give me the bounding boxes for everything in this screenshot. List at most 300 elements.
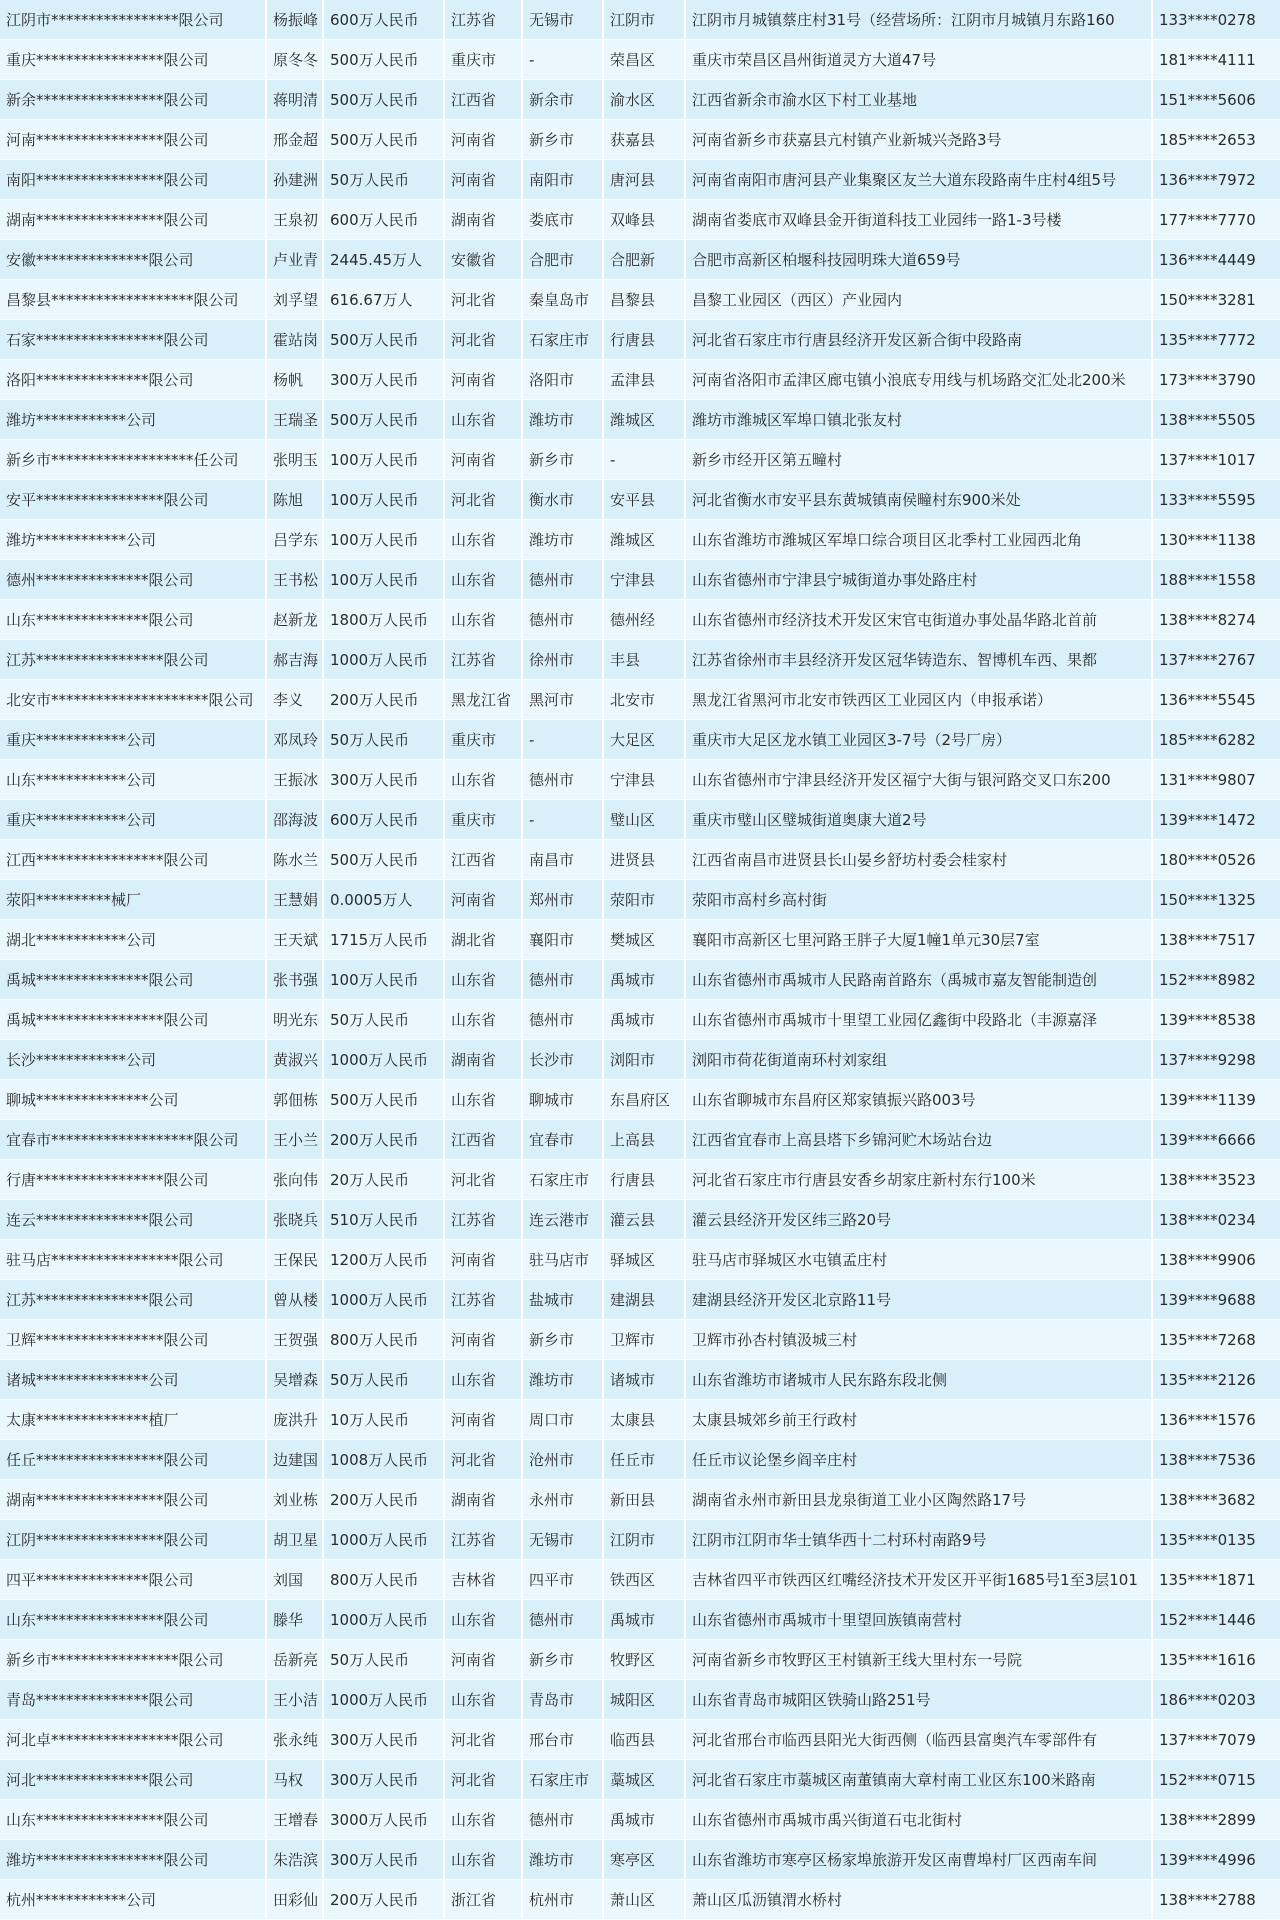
cell-city: 沧州市 [523,1440,604,1480]
table-row [0,120,1280,160]
cell-registered-capital: 1200万人民币 [324,1240,445,1280]
cell-city: 潍坊市 [523,520,604,560]
cell-phone: 173****3790 [1159,371,1256,389]
cell-address: 襄阳市高新区七里河路王胖子大厦1幢1单元30层7室 [686,920,1153,960]
cell-district: 德州经 [604,600,686,640]
cell-registered-capital: 100万人民币 [324,440,445,480]
cell-company-name: 湖南*****************限公司 [0,1480,267,1520]
cell-registered-capital: 1000万人民币 [324,640,445,680]
cell-legal-rep: 蒋明清 [267,80,324,120]
cell-city: 四平市 [523,1560,604,1600]
cell-phone: 135****7772 [1159,331,1256,349]
cell-district: 北安市 [604,680,686,720]
table-row [0,480,1280,520]
table-row [0,1320,1280,1360]
cell-legal-rep: 张晓兵 [267,1200,324,1240]
table-row [0,520,1280,560]
cell-company-name: 洛阳***************限公司 [0,360,267,400]
cell-registered-capital: 300万人民币 [324,1840,445,1880]
cell-company-name: 新乡市*******************任公司 [0,440,267,480]
cell-registered-capital: 500万人民币 [324,80,445,120]
cell-city: 长沙市 [523,1040,604,1080]
cell-province: 河南省 [445,1400,523,1440]
cell-company-name: 山东***************限公司 [0,600,267,640]
cell-phone: 138****5505 [1159,411,1256,429]
cell-phone: 138****0234 [1159,1211,1256,1229]
cell-phone: 137****7079 [1159,1731,1256,1749]
cell-province: 江西省 [445,80,523,120]
cell-phone: 139****8538 [1159,1011,1256,1029]
cell-registered-capital: 500万人民币 [324,120,445,160]
cell-phone: 139****1139 [1159,1091,1256,1109]
cell-legal-rep: 郝吉海 [267,640,324,680]
cell-address: 卫辉市孙杏村镇汲城三村 [686,1320,1153,1360]
cell-legal-rep: 王天斌 [267,920,324,960]
table-row [0,1240,1280,1280]
cell-company-name: 安平*****************限公司 [0,480,267,520]
cell-company-name: 新乡市*****************限公司 [0,1640,267,1680]
cell-legal-rep: 田彩仙 [267,1880,324,1920]
cell-city: 石家庄市 [523,320,604,360]
cell-phone: 136****4449 [1159,251,1256,269]
cell-district: 江阴市 [604,1520,686,1560]
cell-city: 新乡市 [523,440,604,480]
cell-city: - [523,720,604,760]
cell-city: 新乡市 [523,1320,604,1360]
cell-legal-rep: 王贺强 [267,1320,324,1360]
cell-district: 荥阳市 [604,880,686,920]
cell-legal-rep: 邵海波 [267,800,324,840]
table-row [0,0,1280,40]
cell-city: 连云港市 [523,1200,604,1240]
table-row [0,1480,1280,1520]
cell-phone: 139****1472 [1159,811,1256,829]
cell-company-name: 杭州************公司 [0,1880,267,1920]
cell-city: 石家庄市 [523,1160,604,1200]
cell-city: 德州市 [523,960,604,1000]
cell-phone: 138****3523 [1159,1171,1256,1189]
cell-phone: 150****1325 [1159,891,1256,909]
cell-city: 德州市 [523,600,604,640]
cell-province: 河北省 [445,480,523,520]
cell-address: 山东省潍坊市诸城市人民东路东段北侧 [686,1360,1153,1400]
cell-province: 山东省 [445,1000,523,1040]
table-row [0,880,1280,920]
cell-city: 德州市 [523,1800,604,1840]
table-row [0,760,1280,800]
cell-phone: 138****8274 [1159,611,1256,629]
cell-address: 山东省青岛市城阳区铁骑山路251号 [686,1680,1153,1720]
cell-company-name: 河南*****************限公司 [0,120,267,160]
cell-address: 山东省德州市宁津县宁城街道办事处路庄村 [686,560,1153,600]
cell-address: 江西省宜春市上高县塔下乡锦河贮木场站台边 [686,1120,1153,1160]
cell-district: 萧山区 [604,1880,686,1920]
cell-district: 璧山区 [604,800,686,840]
cell-legal-rep: 陈旭 [267,480,324,520]
cell-address: 吉林省四平市铁西区红嘴经济技术开发区开平街1685号1至3层101 [686,1560,1153,1600]
cell-province: 河南省 [445,440,523,480]
cell-city: 南昌市 [523,840,604,880]
cell-city: 洛阳市 [523,360,604,400]
cell-legal-rep: 陈水兰 [267,840,324,880]
cell-company-name: 石家*****************限公司 [0,320,267,360]
cell-company-name: 北安市*********************限公司 [0,680,267,720]
cell-legal-rep: 边建国 [267,1440,324,1480]
cell-district: 荣昌区 [604,40,686,80]
cell-legal-rep: 张向伟 [267,1160,324,1200]
cell-province: 河南省 [445,1320,523,1360]
table-row [0,1400,1280,1440]
cell-city: 新乡市 [523,120,604,160]
cell-province: 山东省 [445,560,523,600]
cell-city: 周口市 [523,1400,604,1440]
cell-district: 安平县 [604,480,686,520]
cell-registered-capital: 800万人民币 [324,1560,445,1600]
cell-address: 山东省聊城市东昌府区郑家镇振兴路003号 [686,1080,1153,1120]
cell-address: 河北省衡水市安平县东黄城镇南侯疃村东900米处 [686,480,1153,520]
table-row [0,1280,1280,1320]
cell-phone: 137****2767 [1159,651,1256,669]
cell-city: - [523,800,604,840]
cell-address: 江阴市江阴市华士镇华西十二村环村南路9号 [686,1520,1153,1560]
cell-registered-capital: 600万人民币 [324,800,445,840]
cell-phone: 133****0278 [1159,11,1256,29]
cell-phone: 180****0526 [1159,851,1256,869]
cell-address: 山东省德州市禹城市人民路南首路东（禹城市嘉友智能制造创 [686,960,1153,1000]
cell-district: 宁津县 [604,560,686,600]
cell-legal-rep: 王泉初 [267,200,324,240]
cell-province: 河北省 [445,1760,523,1800]
cell-registered-capital: 300万人民币 [324,1720,445,1760]
cell-legal-rep: 吴增森 [267,1360,324,1400]
cell-city: 襄阳市 [523,920,604,960]
table-row [0,680,1280,720]
cell-address: 河北省石家庄市行唐县安香乡胡家庄新村东行100米 [686,1160,1153,1200]
table-row [0,360,1280,400]
cell-district: 丰县 [604,640,686,680]
cell-address: 建湖县经济开发区北京路11号 [686,1280,1153,1320]
cell-registered-capital: 500万人民币 [324,400,445,440]
cell-city: 娄底市 [523,200,604,240]
cell-district: 行唐县 [604,1160,686,1200]
cell-phone: 135****7268 [1159,1331,1256,1349]
cell-phone: 137****1017 [1159,451,1256,469]
cell-registered-capital: 50万人民币 [324,720,445,760]
cell-city: - [523,40,604,80]
cell-province: 江苏省 [445,0,523,40]
cell-province: 江苏省 [445,1520,523,1560]
cell-phone: 185****6282 [1159,731,1256,749]
cell-legal-rep: 张永纯 [267,1720,324,1760]
cell-district: 浏阳市 [604,1040,686,1080]
cell-company-name: 诸城***************公司 [0,1360,267,1400]
cell-province: 山东省 [445,1080,523,1120]
cell-address: 驻马店市驿城区水屯镇孟庄村 [686,1240,1153,1280]
cell-company-name: 江苏*****************限公司 [0,640,267,680]
cell-province: 河南省 [445,1640,523,1680]
table-row [0,1800,1280,1840]
cell-address: 新乡市经开区第五疃村 [686,440,1153,480]
table-row [0,1000,1280,1040]
table-row [0,40,1280,80]
cell-city: 德州市 [523,1000,604,1040]
cell-legal-rep: 邢金超 [267,120,324,160]
cell-phone: 133****5595 [1159,491,1256,509]
cell-phone: 138****9906 [1159,1251,1256,1269]
cell-company-name: 重庆************公司 [0,720,267,760]
cell-legal-rep: 郭佃栋 [267,1080,324,1120]
cell-company-name: 湖南*****************限公司 [0,200,267,240]
cell-province: 黑龙江省 [445,680,523,720]
cell-company-name: 江西*****************限公司 [0,840,267,880]
table-row [0,1160,1280,1200]
cell-district: 行唐县 [604,320,686,360]
cell-legal-rep: 王增春 [267,1800,324,1840]
cell-address: 江阴市月城镇蔡庄村31号（经营场所：江阴市月城镇月东路160 [686,0,1153,40]
cell-province: 河南省 [445,880,523,920]
cell-registered-capital: 200万人民币 [324,680,445,720]
table-row [0,1080,1280,1120]
cell-phone: 188****1558 [1159,571,1256,589]
cell-province: 山东省 [445,600,523,640]
cell-registered-capital: 600万人民币 [324,200,445,240]
cell-legal-rep: 王保民 [267,1240,324,1280]
cell-phone: 152****8982 [1159,971,1256,989]
cell-company-name: 湖北************公司 [0,920,267,960]
cell-phone: 135****0135 [1159,1531,1256,1549]
cell-province: 湖南省 [445,1040,523,1080]
cell-company-name: 江苏***************限公司 [0,1280,267,1320]
table-row [0,440,1280,480]
cell-legal-rep: 邓凤玲 [267,720,324,760]
cell-address: 荥阳市高村乡高村街 [686,880,1153,920]
cell-province: 山东省 [445,1680,523,1720]
cell-company-name: 宜春市*******************限公司 [0,1120,267,1160]
table-row [0,1120,1280,1160]
table-row [0,80,1280,120]
cell-phone: 181****4111 [1159,51,1256,69]
cell-registered-capital: 50万人民币 [324,1640,445,1680]
cell-registered-capital: 1800万人民币 [324,600,445,640]
cell-company-name: 安徽***************限公司 [0,240,267,280]
cell-district: 昌黎县 [604,280,686,320]
cell-registered-capital: 50万人民币 [324,1360,445,1400]
cell-city: 徐州市 [523,640,604,680]
table-row [0,1360,1280,1400]
cell-legal-rep: 孙建洲 [267,160,324,200]
cell-phone: 131****9807 [1159,771,1256,789]
cell-registered-capital: 300万人民币 [324,1760,445,1800]
cell-address: 河北省石家庄市行唐县经济开发区新合街中段路南 [686,320,1153,360]
cell-address: 山东省潍坊市潍城区军埠口综合项目区北季村工业园西北角 [686,520,1153,560]
cell-address: 河南省新乡市获嘉县亢村镇产业新城兴尧路3号 [686,120,1153,160]
cell-legal-rep: 明光东 [267,1000,324,1040]
cell-phone: 139****9688 [1159,1291,1256,1309]
cell-district: 江阴市 [604,0,686,40]
cell-company-name: 山东*****************限公司 [0,1800,267,1840]
cell-company-name: 禹城***************限公司 [0,960,267,1000]
cell-registered-capital: 100万人民币 [324,560,445,600]
cell-company-name: 潍坊************公司 [0,520,267,560]
cell-company-name: 潍坊************公司 [0,400,267,440]
cell-city: 永州市 [523,1480,604,1520]
cell-registered-capital: 500万人民币 [324,1080,445,1120]
cell-province: 重庆市 [445,40,523,80]
cell-district: 双峰县 [604,200,686,240]
cell-phone: 151****5606 [1159,91,1256,109]
cell-city: 郑州市 [523,880,604,920]
cell-registered-capital: 10万人民币 [324,1400,445,1440]
cell-company-name: 禹城*****************限公司 [0,1000,267,1040]
cell-phone: 136****1576 [1159,1411,1256,1429]
cell-registered-capital: 20万人民币 [324,1160,445,1200]
cell-registered-capital: 100万人民币 [324,480,445,520]
cell-city: 秦皇岛市 [523,280,604,320]
cell-registered-capital: 200万人民币 [324,1120,445,1160]
cell-district: 禹城市 [604,1800,686,1840]
table-row [0,1520,1280,1560]
cell-phone: 152****0715 [1159,1771,1256,1789]
cell-legal-rep: 王小兰 [267,1120,324,1160]
cell-province: 河北省 [445,280,523,320]
cell-phone: 177****7770 [1159,211,1256,229]
cell-company-name: 河北卓*****************限公司 [0,1720,267,1760]
cell-legal-rep: 胡卫星 [267,1520,324,1560]
cell-legal-rep: 庞洪升 [267,1400,324,1440]
cell-address: 江苏省徐州市丰县经济开发区冠华铸造东、智博机车西、果都 [686,640,1153,680]
cell-company-name: 长沙************公司 [0,1040,267,1080]
cell-phone: 139****6666 [1159,1131,1256,1149]
cell-company-name: 江阴市*****************限公司 [0,0,267,40]
cell-address: 河南省南阳市唐河县产业集聚区友兰大道东段路南牛庄村4组5号 [686,160,1153,200]
cell-company-name: 太康***************植厂 [0,1400,267,1440]
cell-province: 重庆市 [445,800,523,840]
table-row [0,240,1280,280]
cell-district: 樊城区 [604,920,686,960]
table-row [0,200,1280,240]
cell-address: 潍坊市潍城区军埠口镇北张友村 [686,400,1153,440]
cell-address: 河北省邢台市临西县阳光大街西侧（临西县富奥汽车零部件有 [686,1720,1153,1760]
table-row [0,400,1280,440]
cell-province: 浙江省 [445,1880,523,1920]
cell-phone: 150****3281 [1159,291,1256,309]
cell-district: 城阳区 [604,1680,686,1720]
cell-province: 河南省 [445,360,523,400]
table-row [0,600,1280,640]
cell-province: 山东省 [445,400,523,440]
table-row [0,560,1280,600]
cell-address: 山东省德州市经济技术开发区宋官屯街道办事处晶华路北首前 [686,600,1153,640]
table-row [0,840,1280,880]
cell-address: 湖南省永州市新田县龙泉街道工业小区陶然路17号 [686,1480,1153,1520]
cell-legal-rep: 赵新龙 [267,600,324,640]
cell-province: 山东省 [445,1800,523,1840]
cell-province: 河北省 [445,320,523,360]
table-row [0,1440,1280,1480]
cell-province: 江苏省 [445,1200,523,1240]
cell-city: 黑河市 [523,680,604,720]
cell-province: 山东省 [445,1840,523,1880]
cell-city: 潍坊市 [523,1360,604,1400]
cell-legal-rep: 黄淑兴 [267,1040,324,1080]
cell-address: 江西省新余市渝水区下村工业基地 [686,80,1153,120]
cell-legal-rep: 卢业青 [267,240,324,280]
cell-phone: 138****7536 [1159,1451,1256,1469]
cell-city: 德州市 [523,560,604,600]
cell-address: 重庆市荣昌区昌州街道灵方大道47号 [686,40,1153,80]
cell-phone: 137****9298 [1159,1051,1256,1069]
cell-company-name: 江阴*****************限公司 [0,1520,267,1560]
cell-province: 江苏省 [445,640,523,680]
cell-address: 重庆市璧山区璧城街道奥康大道2号 [686,800,1153,840]
cell-registered-capital: 100万人民币 [324,520,445,560]
cell-legal-rep: 马权 [267,1760,324,1800]
cell-legal-rep: 吕学东 [267,520,324,560]
cell-district: 牧野区 [604,1640,686,1680]
cell-district: - [604,440,686,480]
cell-legal-rep: 刘孚望 [267,280,324,320]
table-row [0,1880,1280,1920]
cell-legal-rep: 杨帆 [267,360,324,400]
cell-address: 合肥市高新区柏堰科技园明珠大道659号 [686,240,1153,280]
cell-address: 山东省德州市禹城市十里望工业园亿鑫街中段路北（丰源嘉泽 [686,1000,1153,1040]
cell-phone: 135****2126 [1159,1371,1256,1389]
cell-province: 吉林省 [445,1560,523,1600]
cell-registered-capital: 500万人民币 [324,40,445,80]
cell-phone: 138****2788 [1159,1891,1256,1909]
cell-province: 湖北省 [445,920,523,960]
cell-registered-capital: 100万人民币 [324,960,445,1000]
cell-district: 临西县 [604,1720,686,1760]
cell-legal-rep: 张明玉 [267,440,324,480]
cell-district: 藁城区 [604,1760,686,1800]
cell-company-name: 青岛***************限公司 [0,1680,267,1720]
table-row [0,1040,1280,1080]
table-row [0,1560,1280,1600]
cell-registered-capital: 3000万人民币 [324,1800,445,1840]
cell-phone: 135****1616 [1159,1651,1256,1669]
cell-legal-rep: 朱浩滨 [267,1840,324,1880]
cell-address: 太康县城郊乡前王行政村 [686,1400,1153,1440]
cell-registered-capital: 500万人民币 [324,320,445,360]
cell-legal-rep: 李义 [267,680,324,720]
cell-address: 萧山区瓜沥镇渭水桥村 [686,1880,1153,1920]
cell-legal-rep: 王书松 [267,560,324,600]
cell-address: 浏阳市荷花街道南环村刘家组 [686,1040,1153,1080]
cell-registered-capital: 50万人民币 [324,1000,445,1040]
cell-address: 灌云县经济开发区纬三路20号 [686,1200,1153,1240]
cell-registered-capital: 1008万人民币 [324,1440,445,1480]
cell-registered-capital: 1000万人民币 [324,1280,445,1320]
cell-district: 诸城市 [604,1360,686,1400]
cell-registered-capital: 1000万人民币 [324,1680,445,1720]
cell-registered-capital: 1715万人民币 [324,920,445,960]
cell-city: 合肥市 [523,240,604,280]
cell-city: 宜春市 [523,1120,604,1160]
cell-province: 河北省 [445,1160,523,1200]
cell-registered-capital: 2445.45万人 [324,240,445,280]
cell-address: 河北省石家庄市藁城区南董镇南大章村南工业区东100米路南 [686,1760,1153,1800]
cell-province: 河北省 [445,1720,523,1760]
cell-province: 安徽省 [445,240,523,280]
cell-registered-capital: 1000万人民币 [324,1600,445,1640]
cell-province: 山东省 [445,1360,523,1400]
cell-company-name: 昌黎县*******************限公司 [0,280,267,320]
cell-province: 河南省 [445,1240,523,1280]
cell-legal-rep: 王慧娟 [267,880,324,920]
table-row [0,720,1280,760]
cell-district: 获嘉县 [604,120,686,160]
